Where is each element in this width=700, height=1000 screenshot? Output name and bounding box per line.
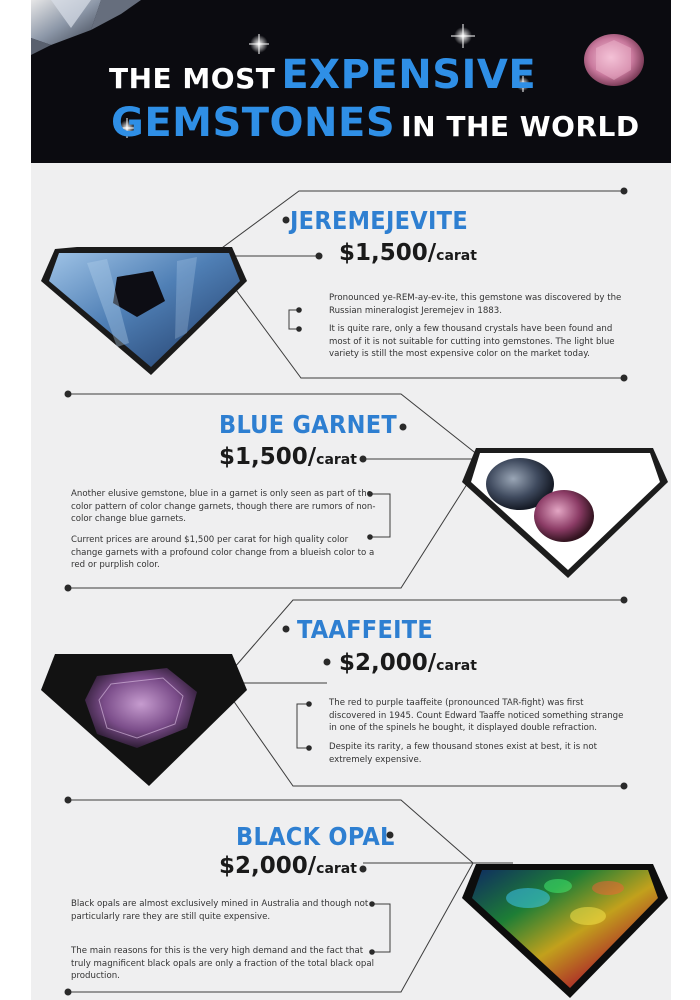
gem-price-black-opal <box>219 853 357 879</box>
title-expensive: EXPENSIVE <box>281 52 537 98</box>
black-opal-gem-image <box>458 858 670 1000</box>
taaffeite-text-1: The red to purple taaffeite (pronounced TAR-fight) was first discovered in 1945. Count Edward Taaffe noticed something strange in one of the spinels he bought, it displayed double refraction. <box>329 698 624 734</box>
taaffeite-text-2: Despite its rarity, a few thousand stones exist at best, it is not extremely expensive. <box>329 742 598 765</box>
price-value-blue-garnet: $1,500/ <box>219 444 317 470</box>
gem-name-jeremejevite: JEREMEJEVITE <box>290 206 468 235</box>
gem-price-taaffeite <box>339 650 477 676</box>
jeremejevite-text-2: It is quite rare, only a few thousand crystals have been found and most of it is not suitable for cutting into gemstones. The light blue variety is still the most expensive color on the market today. <box>329 324 615 360</box>
jeremejevite-text-1: Pronounced ye-REM-ay-ev-ite, this gemstone was discovered by the Russian mineralogist Jeremejev in 1883. <box>329 293 622 316</box>
title-line-2 <box>111 100 640 146</box>
black-opal-text-1: Black opals are almost exclusively mined in Australia and though not particularly rare they are still quite expensive. <box>71 899 369 922</box>
blue-garnet-text-1: Another elusive gemstone, blue in a garnet is only seen as part of the color pattern of color change garnets, though there are rumors of non-color change blue garnets. <box>71 489 376 525</box>
taaffeite-gem-image <box>37 650 249 790</box>
title-line-1 <box>109 52 536 98</box>
title-in-the-world: IN THE WORLD <box>401 110 640 143</box>
blue-garnet-gem-image <box>458 442 670 582</box>
price-value-taaffeite: $2,000/ <box>339 650 437 676</box>
gem-name-blue-garnet: BLUE GARNET <box>219 410 398 439</box>
title-the-most: THE MOST <box>109 62 276 95</box>
price-value-black-opal: $2,000/ <box>219 853 317 879</box>
header-banner <box>31 0 671 163</box>
title-gemstones: GEMSTONES <box>111 100 396 146</box>
price-unit-black-opal: carat <box>316 861 357 877</box>
pink-gem-illustration <box>584 34 644 86</box>
black-opal-text-2: The main reasons for this is the very high demand and the fact that truly magnificent black opals are only a fraction of the total black opal production. <box>71 946 374 982</box>
price-unit-blue-garnet: carat <box>316 452 357 468</box>
gem-price-jeremejevite <box>339 240 477 266</box>
price-unit-taaffeite: carat <box>436 658 477 674</box>
price-unit-jeremejevite: carat <box>436 248 477 264</box>
gem-price-blue-garnet <box>219 444 357 470</box>
diamond-illustration <box>31 0 141 55</box>
price-value-jeremejevite: $1,500/ <box>339 240 437 266</box>
gem-name-black-opal: BLACK OPAL <box>236 822 395 851</box>
blue-garnet-text-2: Current prices are around $1,500 per carat for high quality color change garnets with a profound color change from a blueish color to a red or purplish color. <box>71 535 375 571</box>
jeremejevite-gem-image <box>37 243 249 378</box>
gem-name-taaffeite: TAAFFEITE <box>297 615 434 644</box>
